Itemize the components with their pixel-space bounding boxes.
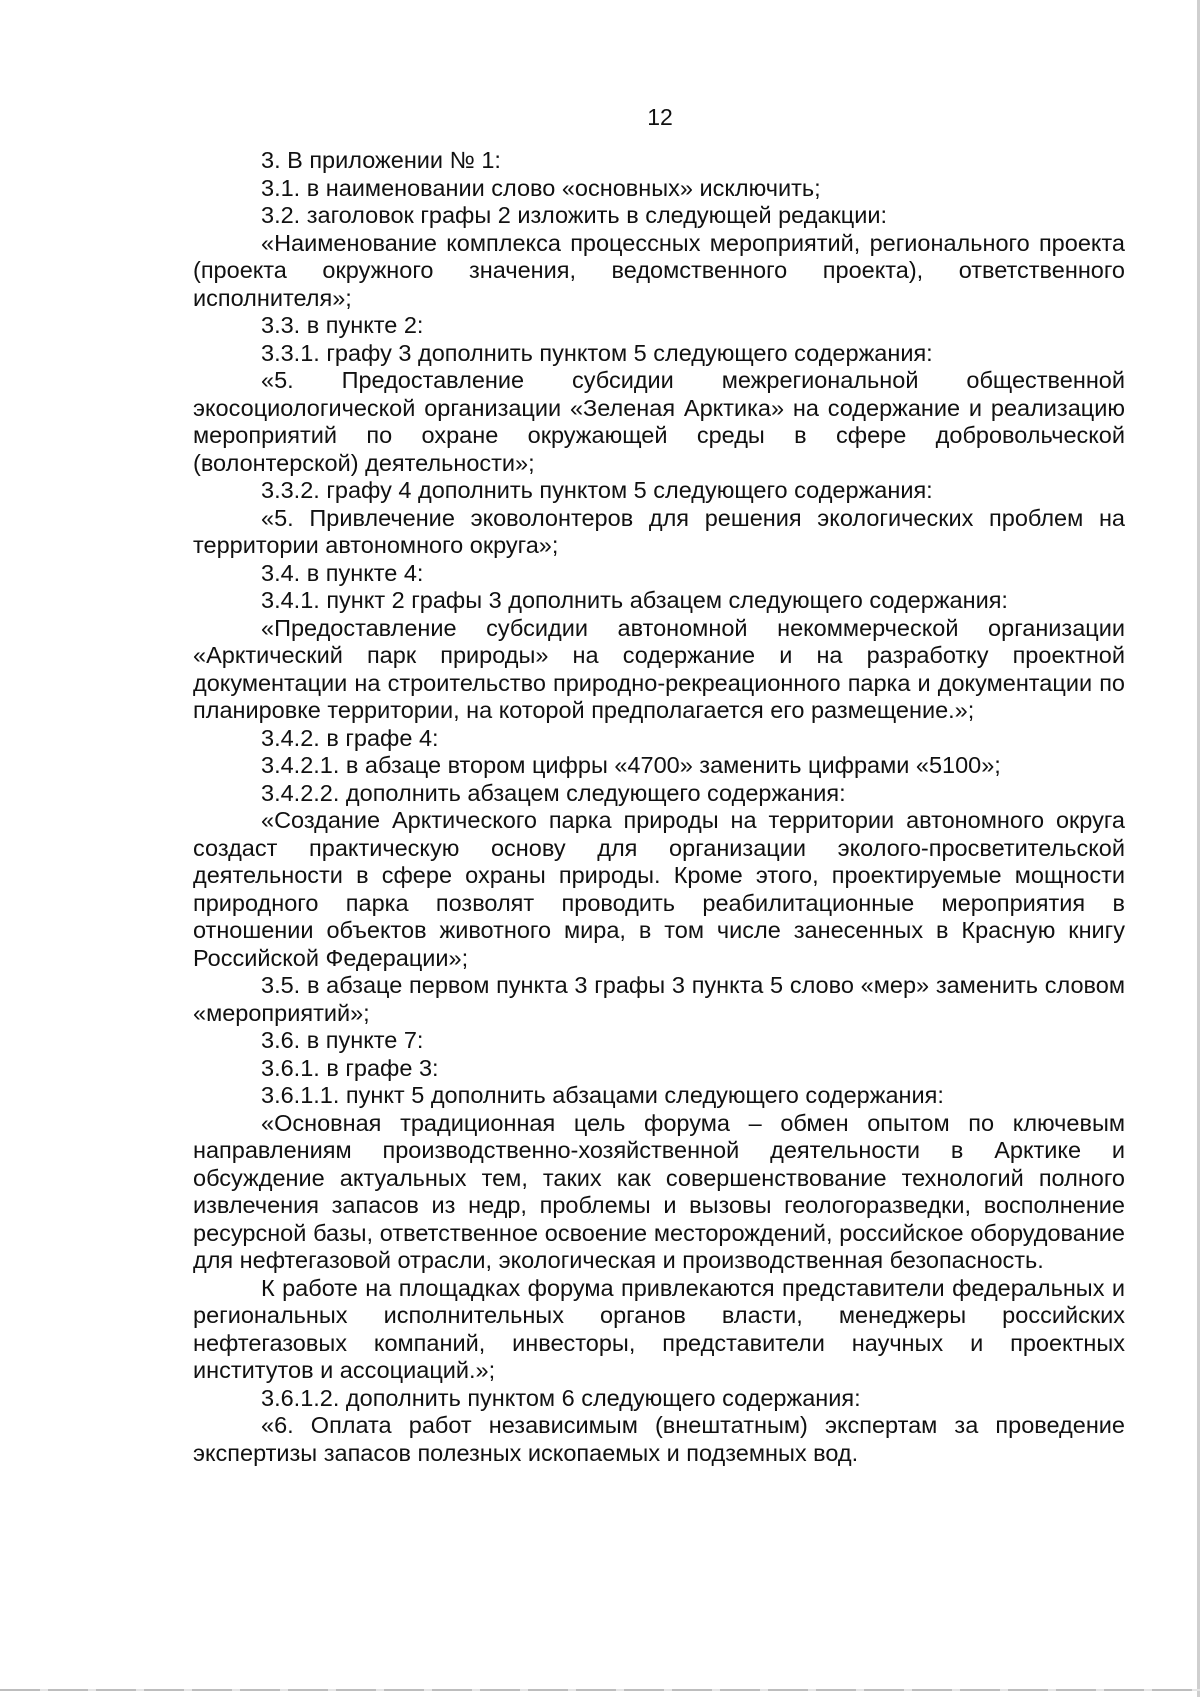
paragraph: 3.3. в пункте 2: xyxy=(261,312,424,338)
paragraph: «6. Оплата работ независимым (внештатным) экспертам за проведение экспертизы запасов полезных ископаемых и подземных вод. xyxy=(193,1412,1125,1466)
paragraph: 3.4.2.2. дополнить абзацем следующего содержания: xyxy=(261,779,846,806)
paragraph: «Основная традиционная цель форума – обмен опытом по ключевым направлениям производственно-хозяйственной деятельности в Арктике и обсуждение актуальных тем, таких как совершенствование технологий полного извлечения запасов из недр, проблемы и вызовы геологоразведки, восполнение ресурсной базы, ответственное освоение месторождений, российское оборудование для нефтегазовой отрасли, экологическая и производственная безопасность. xyxy=(193,1109,1125,1273)
paragraph: 3.5. в абзаце первом пункта 3 графы 3 пункта 5 слово «мер» заменить словом «мероприятий»; xyxy=(193,972,1125,1026)
paragraph: «5. Предоставление субсидии межрегиональной общественной экосоциологической организации «Зеленая Арктика» на содержание и реализацию мероприятий по охране окружающей среды в сфере добровольческой (волонтерской) деятельности»; xyxy=(193,367,1125,476)
paragraph: 3.3.2. графу 4 дополнить пунктом 5 следующего содержания: xyxy=(261,477,933,503)
paragraph: 3.6.1.1. пункт 5 дополнить абзацами следующего содержания: xyxy=(261,1082,944,1108)
paragraph: 3.4. в пункте 4: xyxy=(261,559,424,586)
paragraph: 3.4.2. в графе 4: xyxy=(261,724,439,751)
document-body xyxy=(193,147,1125,1467)
paragraph: 3.4.1. пункт 2 графы 3 дополнить абзацем следующего содержания: xyxy=(261,587,1008,613)
paragraph: 3.2. заголовок графы 2 изложить в следующей редакции: xyxy=(261,202,888,228)
page-edge-bottom xyxy=(0,1689,1200,1691)
paragraph: «Наименование комплекса процессных мероприятий, регионального проекта (проекта окружного значения, ведомственного проекта), ответственного исполнителя»; xyxy=(193,229,1125,311)
paragraph: 3. В приложении № 1: xyxy=(261,147,501,173)
paragraph: 3.3.1. графу 3 дополнить пунктом 5 следующего содержания: xyxy=(261,339,933,366)
paragraph: «5. Привлечение эковолонтеров для решения экологических проблем на территории автономного округа»; xyxy=(193,504,1125,558)
page-number: 12 xyxy=(647,104,673,130)
paragraph: 3.6. в пункте 7: xyxy=(261,1027,424,1053)
paragraph: 3.1. в наименовании слово «основных» исключить; xyxy=(261,174,821,201)
paragraph: 3.6.1.2. дополнить пунктом 6 следующего содержания: xyxy=(261,1384,861,1411)
paragraph: 3.4.2.1. в абзаце втором цифры «4700» заменить цифрами «5100»; xyxy=(261,752,1001,778)
paragraph: «Создание Арктического парка природы на территории автономного округа создаст практическую основу для организации эколого-просветительской деятельности в сфере охраны природы. Кроме этого, проектируемые мощности природного парка позволят проводить реабилитационные мероприятия в отношении объектов животного мира, в том числе занесенных в Красную книгу Российской Федерации»; xyxy=(193,807,1125,971)
paragraph: 3.6.1. в графе 3: xyxy=(261,1054,439,1081)
paragraph: К работе на площадках форума привлекаются представители федеральных и региональных исполнительных органов власти, менеджеры российских нефтегазовых компаний, инвесторы, представители научных и проектных институтов и ассоциаций.»; xyxy=(193,1274,1125,1383)
paragraph: «Предоставление субсидии автономной некоммерческой организации «Арктический парк природы» на содержание и на разработку проектной документации на строительство природно-рекреационного парка и документации по планировке территории, на которой предполагается его размещение.»; xyxy=(193,614,1125,723)
